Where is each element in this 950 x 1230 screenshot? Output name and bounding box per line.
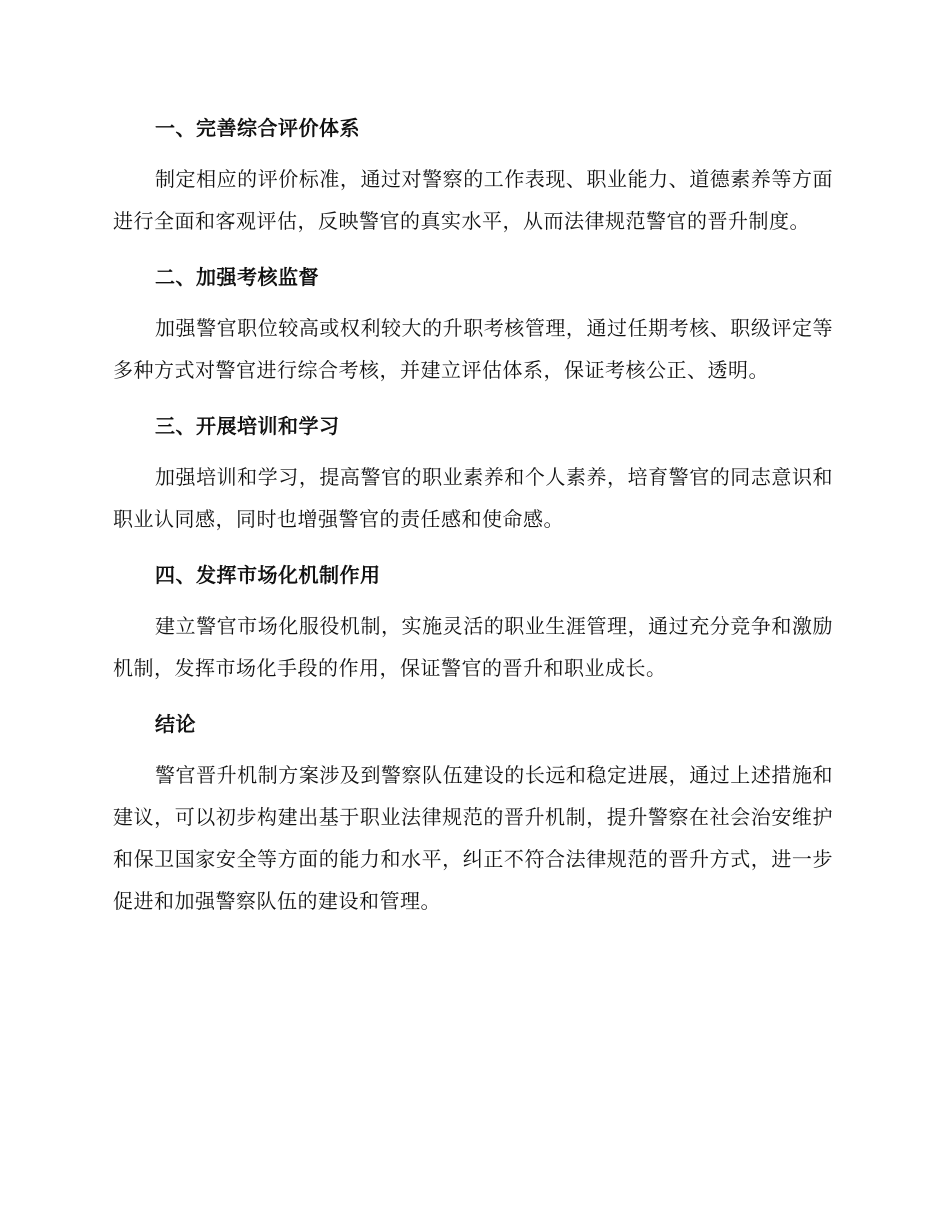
section-heading-1: 一、完善综合评价体系 [155, 116, 360, 140]
conclusion-heading: 结论 [155, 712, 196, 736]
section-paragraph-2: 加强警官职位较高或权利较大的升职考核管理，通过任期考核、职级评定等多种方式对警官进行综合考核，并建立评估体系，保证考核公正、透明。 [113, 316, 833, 382]
conclusion-paragraph: 警官晋升机制方案涉及到警察队伍建设的长远和稳定进展，通过上述措施和建议，可以初步构建出基于职业法律规范的晋升机制，提升警察在社会治安维护和保卫国家安全等方面的能力和水平，纠正不符合法律规范的晋升方式，进一步促进和加强警察队伍的建设和管理。 [113, 763, 833, 913]
document-page [113, 108, 833, 937]
section-heading-4: 四、发挥市场化机制作用 [155, 563, 381, 587]
section-heading-2: 二、加强考核监督 [155, 265, 319, 289]
section-paragraph-1: 制定相应的评价标准，通过对警察的工作表现、职业能力、道德素养等方面进行全面和客观评估，反映警官的真实水平，从而法律规范警官的晋升制度。 [113, 167, 833, 233]
section-paragraph-3: 加强培训和学习，提高警官的职业素养和个人素养，培育警官的同志意识和职业认同感，同时也增强警官的责任感和使命感。 [113, 465, 833, 531]
section-paragraph-4: 建立警官市场化服役机制，实施灵活的职业生涯管理，通过充分竞争和激励机制，发挥市场化手段的作用，保证警官的晋升和职业成长。 [113, 614, 833, 680]
section-heading-3: 三、开展培训和学习 [155, 414, 340, 438]
